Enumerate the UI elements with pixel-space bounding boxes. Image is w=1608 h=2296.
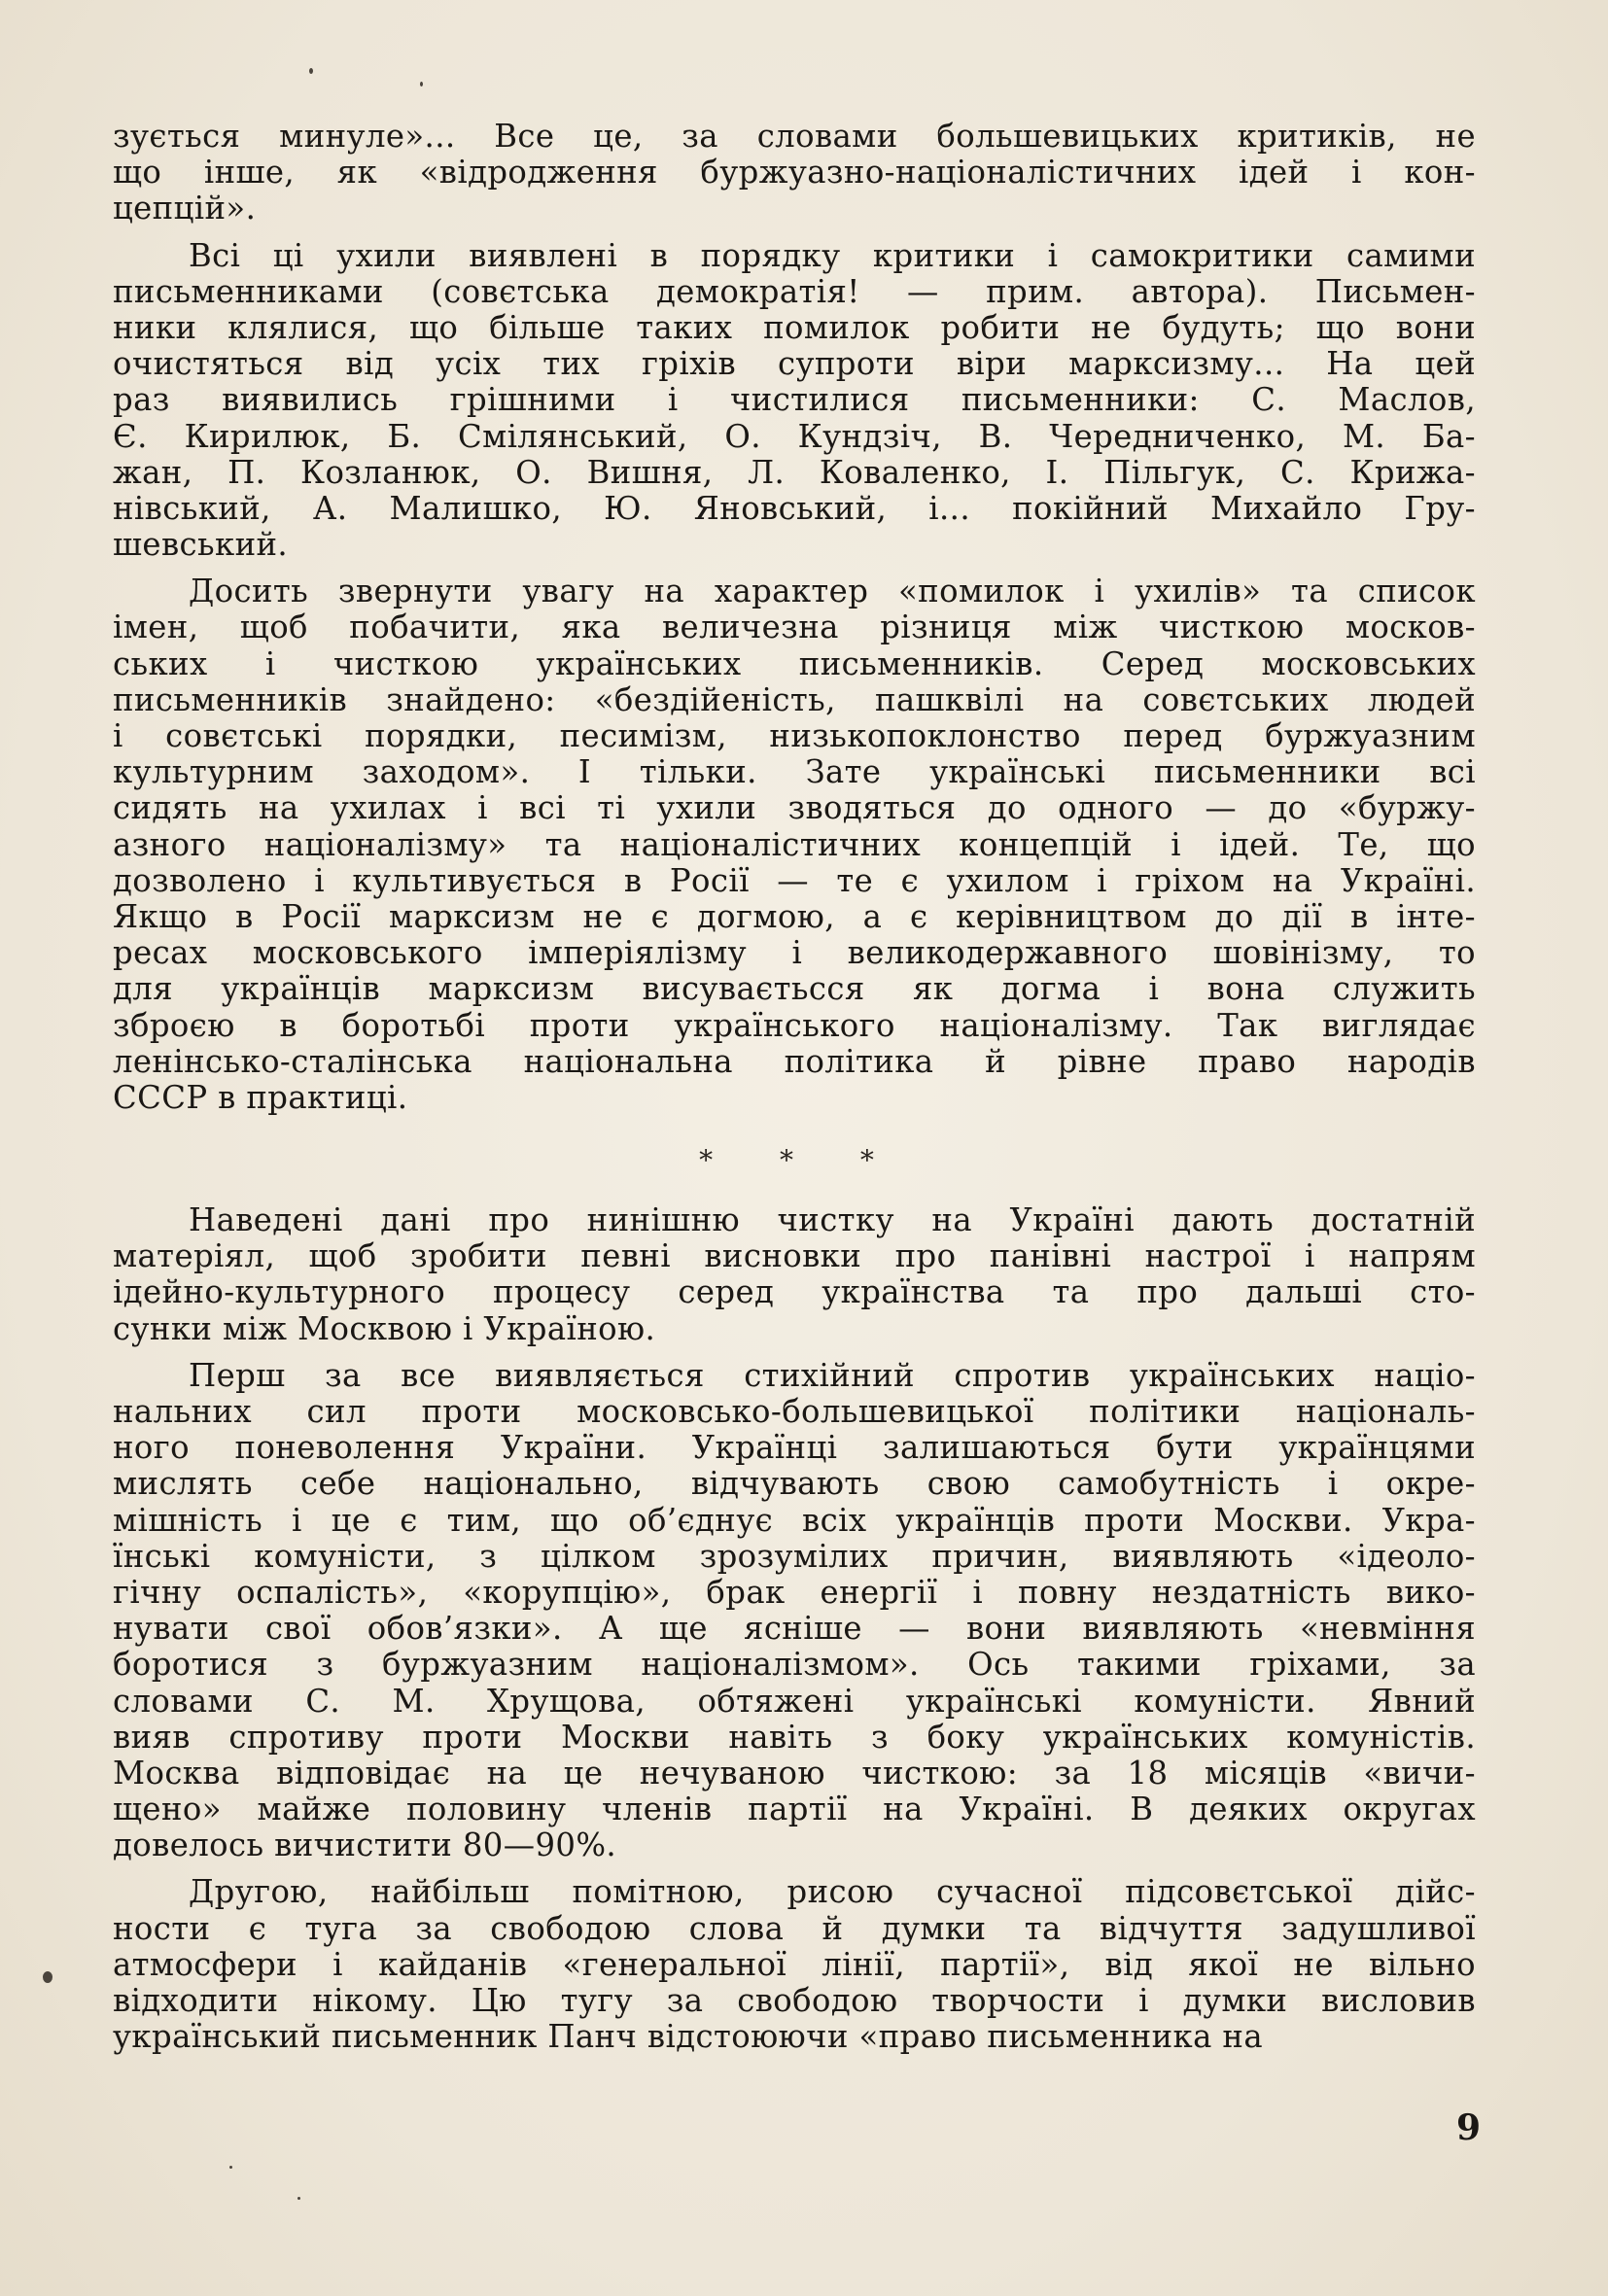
text-line: Москва відповідає на це нечуваною чисткою: за 18 місяців «вичи- xyxy=(113,1754,1476,1792)
text-line: щено» майже половину членів партії на Україні. В деяких округах xyxy=(113,1791,1476,1828)
text-line: нівський, А. Малишко, Ю. Яновський, і... покійний Михайло Гру- xyxy=(113,489,1476,527)
scan-speck xyxy=(309,68,313,74)
text-line: довелось вичистити 80—90%. xyxy=(113,1826,617,1864)
text-line: сидять на ухилах і всі ті ухили зводяться до одного — до «буржу- xyxy=(113,789,1476,827)
paragraph xyxy=(113,1202,1476,1347)
text-line: матеріял, щоб зробити певні висновки про панівні настрої і напрям xyxy=(113,1237,1476,1275)
text-line: письменників знайдено: «бездійеність, пашквілі на совєтських людей xyxy=(113,680,1476,718)
text-line: раз виявились грішними і чистилися письменники: С. Маслов, xyxy=(113,381,1476,419)
text-line: сунки між Москвою і Україною. xyxy=(113,1309,656,1347)
text-line: Всі ці ухили виявлені в порядку критики і самокритики самими xyxy=(189,236,1476,274)
text-line: мислять себе національно, відчувають свою самобутність і окре- xyxy=(113,1465,1476,1503)
text-line: боротися з буржуазним націоналізмом». Ось такими гріхами, за xyxy=(113,1646,1476,1684)
text-line: СССР в практиці. xyxy=(113,1078,408,1116)
body-text xyxy=(113,119,1476,2066)
text-line: письменниками (совєтська демократія! — прим. автора). Письмен- xyxy=(113,272,1476,310)
text-line: Є. Кирилюк, Б. Смілянський, О. Кундзіч, В. Чередниченко, М. Ба- xyxy=(113,417,1476,455)
text-line: цепцій». xyxy=(113,190,257,227)
text-line: очистяться від усіх тих гріхів супроти віри марксизму... На цей xyxy=(113,345,1476,383)
text-line: відходити нікому. Цю тугу за свободою творчости і думки висловив xyxy=(113,1982,1476,2019)
paragraph xyxy=(113,1358,1476,1864)
text-line: мішність і це є тим, що об’єднує всіх українців проти Москви. Укра- xyxy=(113,1501,1476,1539)
text-line: ленінсько-сталінська національна політика й рівне право народів xyxy=(113,1042,1476,1080)
text-line: азного націоналізму» та націоналістичних концепцій і ідей. Те, що xyxy=(113,825,1476,863)
scan-speck xyxy=(420,82,423,87)
text-line: словами С. М. Хрущова, обтяжені українські комуністи. Явний xyxy=(113,1682,1476,1720)
text-line: ники клялися, що більше таких помилок робити не будуть; що вони xyxy=(113,308,1476,346)
section-separator: * * * xyxy=(699,1144,903,1177)
text-line: і совєтські порядки, песимізм, низькопоклонство перед буржуазним xyxy=(113,717,1476,754)
text-line: український письменник Панч відстоюючи «право письменника на xyxy=(113,2018,1264,2056)
text-line: дозволено і культивується в Росії — те є ухилом і гріхом на Україні. xyxy=(113,861,1476,899)
text-line: жан, П. Козланюк, О. Вишня, Л. Коваленко, І. Пільгук, С. Крижа- xyxy=(113,453,1476,491)
text-line: ности є туга за свободою слова й думки та відчуття задушливої xyxy=(113,1909,1476,1947)
text-line: зброєю в боротьбі проти українського націоналізму. Так виглядає xyxy=(113,1006,1476,1044)
text-line: що інше, як «відродження буржуазно-націоналістичних ідей і кон- xyxy=(113,154,1476,191)
text-line: культурним заходом». І тільки. Зате українські письменники всі xyxy=(113,753,1476,791)
page-number: 9 xyxy=(1456,2107,1482,2148)
paragraph xyxy=(113,574,1476,1116)
text-line: шевський. xyxy=(113,526,289,564)
text-line: Якщо в Росії марксизм не є догмою, а є керівництвом до дії в інте- xyxy=(113,897,1476,935)
scan-speck xyxy=(43,1971,52,1983)
text-line: ських і чисткою українських письменників. Серед московських xyxy=(113,644,1476,682)
text-line: їнські комуністи, з цілком зрозумілих причин, виявляють «ідеоло- xyxy=(113,1537,1476,1575)
text-line: Наведені дані про нинішню чистку на Україні дають достатній xyxy=(189,1201,1476,1239)
text-line: нальних сил проти московсько-большевицької політики національ- xyxy=(113,1393,1476,1430)
text-line: ного поневолення України. Українці залишаються бути українцями xyxy=(113,1429,1476,1467)
text-line: Перш за все виявляється стихійний спротив українських націо- xyxy=(189,1356,1476,1394)
text-line: Досить звернути увагу на характер «помилок і ухилів» та список xyxy=(189,573,1476,610)
text-line: для українців марксизм висуваєтьсся як догма і вона служить xyxy=(113,970,1476,1008)
paragraph xyxy=(113,238,1476,564)
text-line: нувати свої обов’язки». А ще ясніше — вони виявляють «невміння xyxy=(113,1610,1476,1648)
text-line: імен, щоб побачити, яка величезна різниця між чисткою москов- xyxy=(113,609,1476,646)
paragraph xyxy=(113,1874,1476,2055)
paragraph xyxy=(113,119,1476,227)
text-line: ресах московського імперіялізму і великодержавного шовінізму, то xyxy=(113,934,1476,972)
text-line: гічну оспалість», «корупцію», брак енергії і повну нездатність вико- xyxy=(113,1573,1476,1611)
text-line: ідейно-культурного процесу серед українства та про дальші сто- xyxy=(113,1273,1476,1311)
scan-speck xyxy=(229,2166,232,2169)
scan-speck xyxy=(297,2197,300,2200)
text-line: вияв спротиву проти Москви навіть з боку українських комуністів. xyxy=(113,1718,1476,1756)
text-line: зується минуле»... Все це, за словами большевицьких критиків, не xyxy=(113,118,1476,155)
text-line: Другою, найбільш помітною, рисою сучасної підсовєтської дійс- xyxy=(189,1873,1476,1911)
text-line: атмосфери і кайданів «генеральної лінії, партії», від якої не вільно xyxy=(113,1945,1476,1983)
